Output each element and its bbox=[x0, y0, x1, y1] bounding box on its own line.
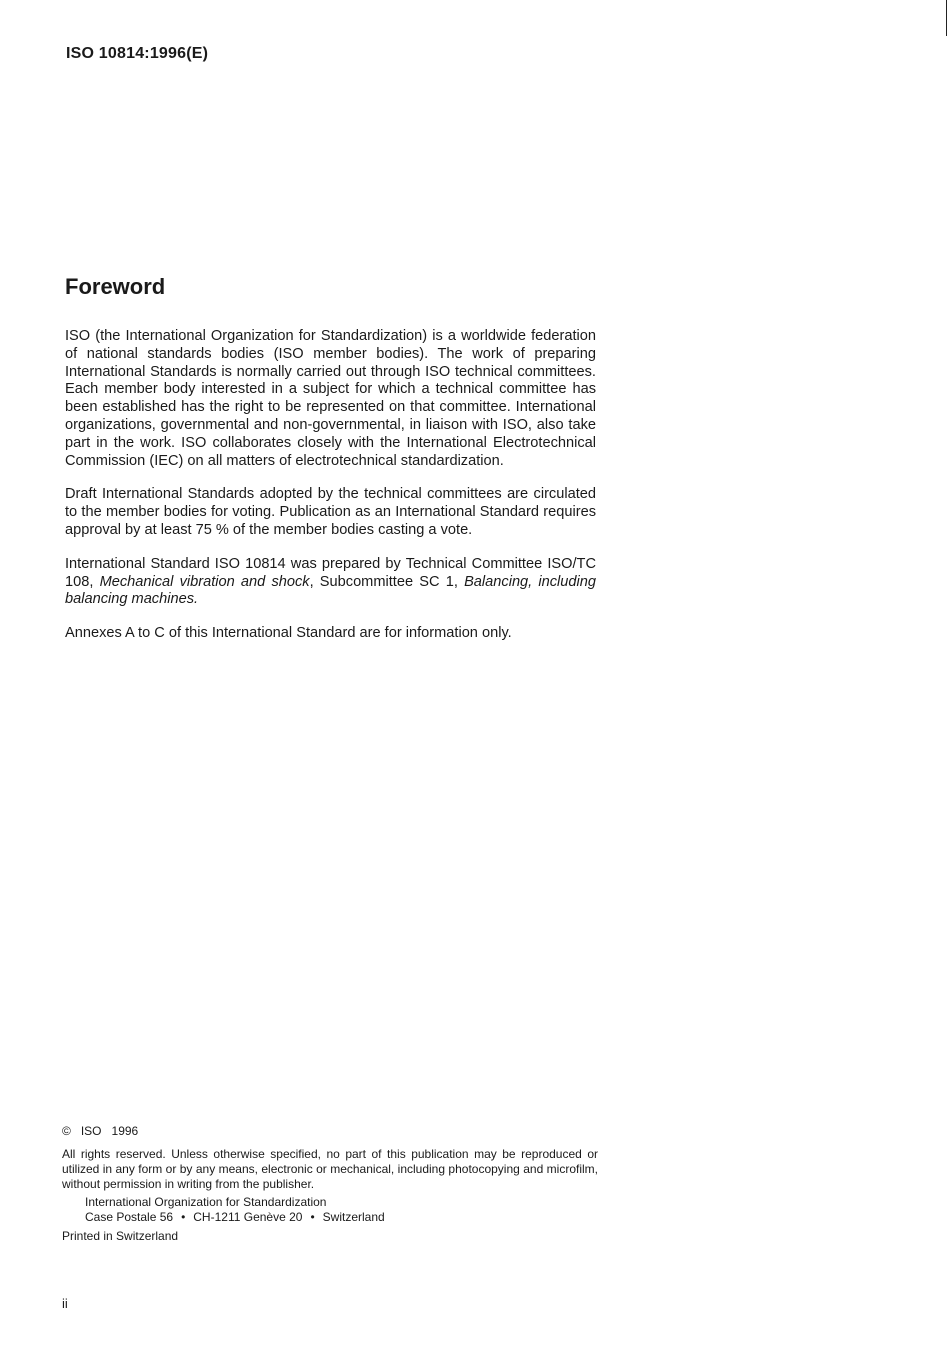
document-identifier: ISO 10814:1996(E) bbox=[66, 45, 209, 62]
address-location bbox=[85, 1210, 598, 1225]
publisher-address bbox=[85, 1195, 598, 1225]
page-number: ii bbox=[62, 1296, 68, 1311]
copyright-org: ISO bbox=[80, 1124, 102, 1138]
copyright-year: 1996 bbox=[111, 1124, 139, 1138]
foreword-paragraph-2: Draft International Standards adopted by the technical committees are circulated to the member bodies for voting. Publication as an International Standard requires approval by at least 75 % of the member bodies casting a vote. bbox=[65, 486, 596, 538]
committee-title: Mechanical vibration and shock bbox=[99, 573, 310, 590]
bullet-separator: • bbox=[181, 1210, 186, 1224]
paragraph-3-text-middle: , Subcommittee SC 1, bbox=[309, 573, 458, 590]
copyright-notice bbox=[62, 1124, 598, 1139]
foreword-body bbox=[65, 328, 596, 659]
address-postbox: Case Postale 56 bbox=[85, 1210, 174, 1224]
subcommittee-title: Balancing, including balancing machines. bbox=[65, 573, 597, 608]
foreword-heading: Foreword bbox=[65, 274, 166, 299]
address-country: Switzerland bbox=[322, 1210, 385, 1224]
bullet-separator: • bbox=[310, 1210, 315, 1224]
foreword-paragraph-4: Annexes A to C of this International Standard are for information only. bbox=[65, 625, 512, 642]
foreword-paragraph-1: ISO (the International Organization for Standardization) is a worldwide federation of national standards bodies (ISO member bodies). The work of preparing International Standards is normally carried out through ISO technical committees. Each member body interested in a subject for which a technical committee has been established has the right to be represented on that committee. International organizations, governmental and non-governmental, in liaison with ISO, also take part in the work. ISO collaborates closely with the International Electrotechnical Commission (IEC) on all matters of electrotechnical standardization. bbox=[65, 328, 596, 469]
foreword-paragraph-3 bbox=[65, 556, 596, 609]
printed-in: Printed in Switzerland bbox=[62, 1229, 179, 1243]
page-edge-mark bbox=[946, 0, 947, 36]
address-city: CH-1211 Genève 20 bbox=[193, 1210, 303, 1224]
rights-statement: All rights reserved. Unless otherwise specified, no part of this publication may be reproduced or utilized in any form or by any means, electronic or mechanical, including photocopying and microfilm, without permission in writing from the publisher. bbox=[62, 1147, 598, 1191]
copyright-symbol: © bbox=[62, 1124, 71, 1138]
address-organization: International Organization for Standardization bbox=[85, 1195, 327, 1209]
copyright-block bbox=[62, 1124, 598, 1244]
paragraph-3-text-start: International Standard ISO 10814 was prepared by Technical Committee ISO/TC 108, bbox=[65, 555, 596, 590]
